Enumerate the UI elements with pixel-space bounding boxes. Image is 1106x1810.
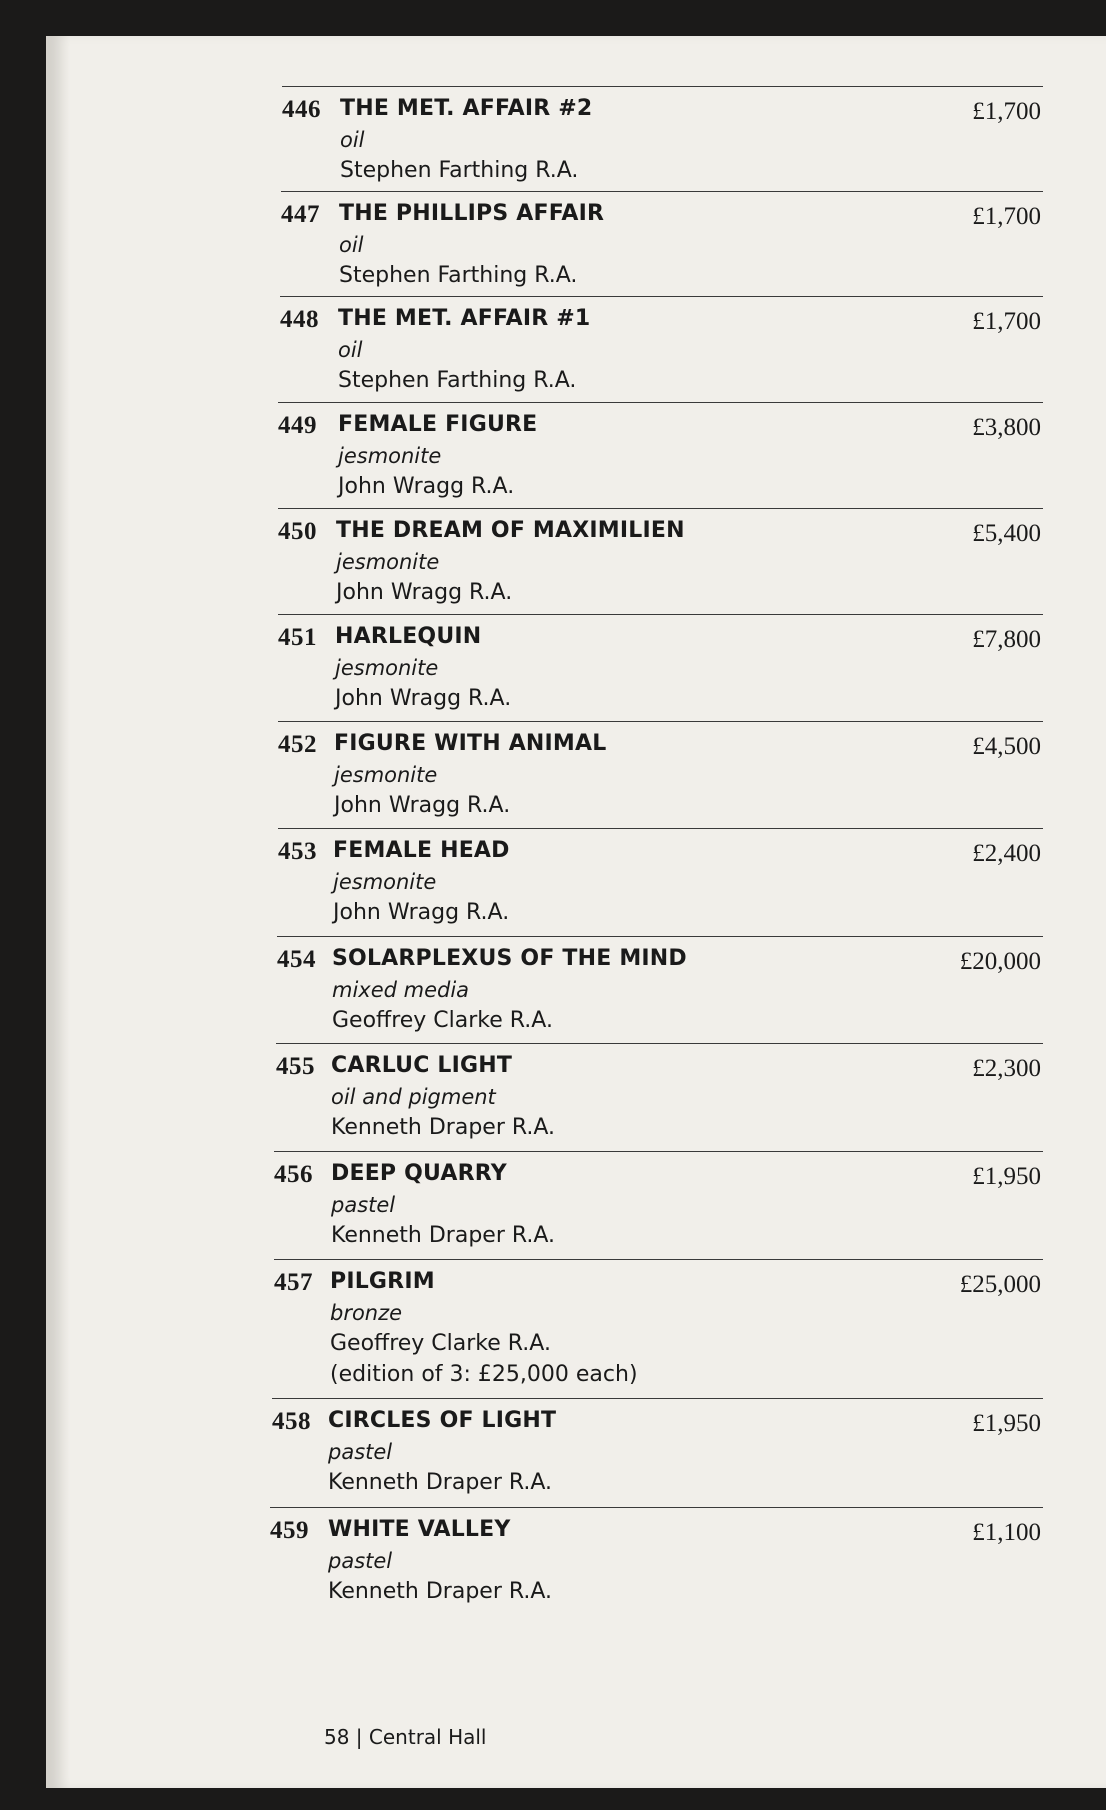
entry-medium: jesmonite <box>334 763 438 787</box>
entry-number: 454 <box>277 946 316 973</box>
entry-medium: pastel <box>328 1440 393 1464</box>
entry-medium: jesmonite <box>338 444 442 468</box>
entry-artist: John Wragg R.A. <box>335 686 512 711</box>
catalogue-entry <box>276 1043 1043 1143</box>
entry-title: FEMALE FIGURE <box>338 412 538 437</box>
entry-artist: John Wragg R.A. <box>333 900 510 925</box>
entry-number: 459 <box>270 1517 309 1544</box>
entry-medium: pastel <box>328 1549 393 1573</box>
entry-number: 451 <box>278 624 317 651</box>
entry-artist: Stephen Farthing R.A. <box>340 158 579 183</box>
entry-number: 456 <box>274 1161 313 1188</box>
entry-title: FEMALE HEAD <box>333 838 510 863</box>
entry-artist: John Wragg R.A. <box>336 580 513 605</box>
entry-divider <box>274 1259 1043 1260</box>
catalogue-entry <box>274 1259 1043 1387</box>
entry-artist: Kenneth Draper R.A. <box>328 1579 553 1604</box>
entry-price: £2,300 <box>972 1055 1041 1082</box>
entry-medium: oil <box>338 338 363 362</box>
entry-title: FIGURE WITH ANIMAL <box>334 731 607 756</box>
entry-divider <box>277 936 1043 937</box>
entry-divider <box>278 508 1043 509</box>
entry-artist: Kenneth Draper R.A. <box>328 1470 553 1495</box>
entry-price: £1,700 <box>972 98 1041 125</box>
entry-divider <box>278 721 1043 722</box>
entry-title: CIRCLES OF LIGHT <box>328 1408 557 1433</box>
catalogue-entry <box>274 1151 1043 1251</box>
entry-artist: Geoffrey Clarke R.A. <box>332 1008 553 1033</box>
entry-number: 448 <box>280 306 319 333</box>
entry-number: 455 <box>276 1053 315 1080</box>
entry-divider <box>282 86 1043 87</box>
entry-price: £7,800 <box>972 626 1041 653</box>
entry-number: 447 <box>281 201 320 228</box>
entry-price: £4,500 <box>972 733 1041 760</box>
entry-divider <box>280 296 1043 297</box>
entry-number: 446 <box>282 96 321 123</box>
entry-price: £20,000 <box>959 948 1041 975</box>
entry-medium: jesmonite <box>336 550 440 574</box>
entry-price: £2,400 <box>972 840 1041 867</box>
entry-medium: pastel <box>331 1193 396 1217</box>
entry-divider <box>278 402 1043 403</box>
entry-price: £1,950 <box>972 1163 1041 1190</box>
entry-medium: oil and pigment <box>331 1085 496 1109</box>
catalogue-entry <box>278 402 1043 502</box>
entry-price: £1,700 <box>972 308 1041 335</box>
entry-price: £5,400 <box>972 520 1041 547</box>
entry-title: THE MET. AFFAIR #1 <box>338 306 591 331</box>
entry-artist: Stephen Farthing R.A. <box>339 263 578 288</box>
entry-number: 457 <box>274 1269 313 1296</box>
entry-price: £1,700 <box>972 203 1041 230</box>
entry-medium: mixed media <box>332 978 470 1002</box>
catalogue-entry <box>270 1507 1043 1607</box>
entry-title: THE PHILLIPS AFFAIR <box>339 201 605 226</box>
page-gutter-shadow <box>46 36 70 1788</box>
catalogue-entry <box>281 191 1043 291</box>
entry-medium: jesmonite <box>333 870 437 894</box>
entry-divider <box>281 191 1043 192</box>
catalogue-entry <box>278 614 1043 714</box>
entry-divider <box>276 1043 1043 1044</box>
entry-title: WHITE VALLEY <box>328 1517 511 1542</box>
entry-title: CARLUC LIGHT <box>331 1053 513 1078</box>
entry-price: £1,950 <box>972 1410 1041 1437</box>
entry-divider <box>272 1398 1043 1399</box>
entry-divider <box>278 614 1043 615</box>
entry-edition-note: (edition of 3: £25,000 each) <box>330 1362 638 1387</box>
entry-title: HARLEQUIN <box>335 624 482 649</box>
entry-artist: Kenneth Draper R.A. <box>331 1223 556 1248</box>
entry-title: DEEP QUARRY <box>331 1161 507 1186</box>
catalogue-entry <box>278 721 1043 821</box>
entry-artist: Kenneth Draper R.A. <box>331 1115 556 1140</box>
catalogue-entry <box>280 296 1043 396</box>
entry-artist: Geoffrey Clarke R.A. <box>330 1331 551 1356</box>
entry-title: THE DREAM OF MAXIMILIEN <box>336 518 685 543</box>
entry-title: SOLARPLEXUS OF THE MIND <box>332 946 687 971</box>
entry-price: £1,100 <box>972 1519 1041 1546</box>
entry-number: 452 <box>278 731 317 758</box>
entry-price: £3,800 <box>972 414 1041 441</box>
catalogue-entry <box>278 828 1043 928</box>
entry-number: 449 <box>278 412 317 439</box>
catalogue-entry <box>278 508 1043 608</box>
entry-artist: John Wragg R.A. <box>338 474 515 499</box>
entry-title: THE MET. AFFAIR #2 <box>340 96 593 121</box>
catalogue-entry <box>282 86 1043 186</box>
entry-number: 450 <box>278 518 317 545</box>
entry-title: PILGRIM <box>330 1269 435 1294</box>
catalogue-entry <box>277 936 1043 1036</box>
catalogue-entry <box>272 1398 1043 1498</box>
entry-medium: jesmonite <box>335 656 439 680</box>
entry-number: 458 <box>272 1408 311 1435</box>
entry-divider <box>274 1151 1043 1152</box>
entry-artist: John Wragg R.A. <box>334 793 511 818</box>
entry-price: £25,000 <box>959 1271 1041 1298</box>
page-footer: 58 | Central Hall <box>324 1725 487 1749</box>
entry-medium: oil <box>340 128 365 152</box>
entry-divider <box>278 828 1043 829</box>
entry-medium: oil <box>339 233 364 257</box>
entry-artist: Stephen Farthing R.A. <box>338 368 577 393</box>
entry-number: 453 <box>278 838 317 865</box>
entry-medium: bronze <box>330 1301 403 1325</box>
entry-divider <box>270 1507 1043 1508</box>
